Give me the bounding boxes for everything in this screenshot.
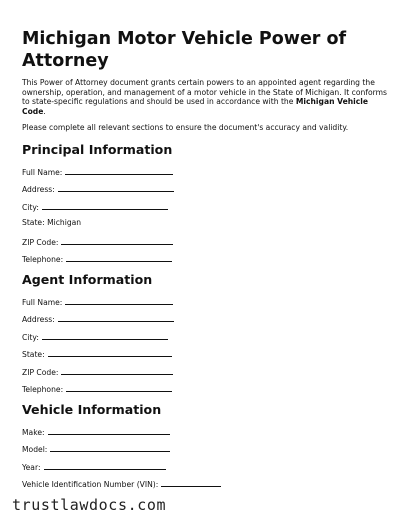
vehicle-make-line[interactable] (48, 426, 170, 435)
agent-zip-field[interactable] (22, 366, 173, 378)
principal-zip-field[interactable] (22, 236, 173, 248)
vehicle-year-field[interactable] (22, 461, 166, 473)
intro-bold-reference: Michigan Vehicle Code (22, 97, 368, 116)
vehicle-make-field[interactable] (22, 426, 170, 438)
principal-zip-label: ZIP Code: (22, 238, 59, 247)
agent-full-name-field[interactable] (22, 296, 173, 308)
principal-address-field[interactable] (22, 183, 174, 195)
principal-telephone-field[interactable] (22, 253, 172, 265)
agent-address-line[interactable] (58, 313, 174, 322)
principal-heading: Principal Information (22, 142, 173, 157)
principal-zip-line[interactable] (61, 236, 173, 245)
vehicle-model-field[interactable] (22, 443, 170, 455)
agent-address-field[interactable] (22, 313, 174, 325)
agent-zip-line[interactable] (61, 366, 173, 375)
agent-telephone-line[interactable] (66, 383, 172, 392)
vehicle-model-line[interactable] (50, 443, 170, 452)
agent-zip-label: ZIP Code: (22, 368, 59, 377)
principal-state-label: State: Michigan (22, 218, 82, 227)
agent-telephone-field[interactable] (22, 383, 172, 395)
intro-text: This Power of Attorney document grants certain powers to an appointed agent regarding the ownership, operation, and management of a motor vehicle in the State of Michigan. It conforms to state-specific regulations and should be used in accordance with the (22, 78, 387, 107)
agent-address-label: Address: (22, 315, 55, 324)
intro-paragraph (22, 78, 388, 116)
vehicle-heading: Vehicle Information (22, 402, 162, 417)
principal-full-name-line[interactable] (65, 166, 173, 175)
principal-address-line[interactable] (58, 183, 174, 192)
principal-address-label: Address: (22, 185, 55, 194)
agent-state-field[interactable] (22, 348, 172, 360)
principal-city-label: City: (22, 203, 39, 212)
principal-full-name-label: Full Name: (22, 168, 63, 177)
vehicle-model-label: Model: (22, 445, 48, 454)
principal-telephone-label: Telephone: (22, 255, 64, 264)
intro-end: . (43, 106, 46, 116)
vehicle-year-label: Year: (22, 463, 41, 472)
vehicle-year-line[interactable] (44, 461, 166, 470)
agent-telephone-label: Telephone: (22, 385, 64, 394)
agent-city-label: City: (22, 333, 39, 342)
agent-city-field[interactable] (22, 331, 168, 343)
principal-full-name-field[interactable] (22, 166, 173, 178)
agent-state-label: State: (22, 350, 45, 359)
principal-city-line[interactable] (42, 201, 168, 210)
agent-city-line[interactable] (42, 331, 168, 340)
principal-city-field[interactable] (22, 201, 168, 213)
agent-heading: Agent Information (22, 272, 153, 287)
agent-state-line[interactable] (48, 348, 172, 357)
agent-full-name-label: Full Name: (22, 298, 63, 307)
footer-watermark: trustlawdocs.com (12, 496, 167, 514)
vehicle-vin-field[interactable] (22, 478, 221, 490)
agent-full-name-line[interactable] (65, 296, 173, 305)
principal-telephone-line[interactable] (66, 253, 172, 262)
document-title: Michigan Motor Vehicle Power of Attorney (22, 29, 347, 71)
vehicle-vin-line[interactable] (161, 478, 221, 487)
vehicle-make-label: Make: (22, 428, 45, 437)
principal-state-field (22, 218, 81, 228)
instruction-note: Please complete all relevant sections to ensure the document's accuracy and validity. (22, 123, 349, 132)
vehicle-vin-label: Vehicle Identification Number (VIN): (22, 480, 159, 489)
